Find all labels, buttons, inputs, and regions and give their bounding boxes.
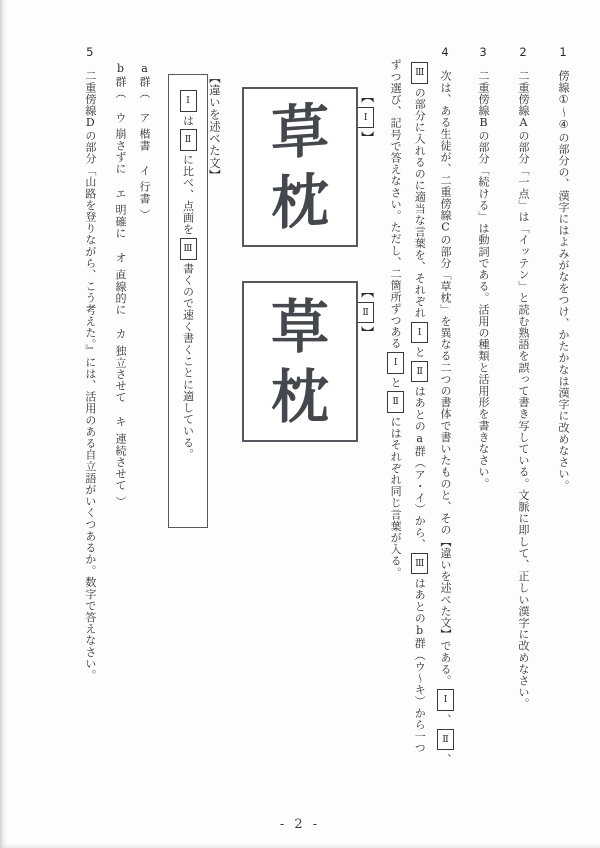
- question-text: 、: [439, 714, 452, 726]
- calligraphy-char-makura: 枕: [271, 165, 329, 239]
- label-bracket-close: 】: [358, 326, 374, 340]
- question-text: 二重傍線: [477, 69, 490, 117]
- roman-numeral-box-2: Ⅱ: [180, 129, 197, 151]
- option-key: オ: [114, 252, 128, 264]
- label-bracket-open: 【: [358, 285, 374, 299]
- question-number: 1: [556, 45, 570, 60]
- group-b-suffix: 群: [114, 75, 128, 88]
- option-key: キ: [114, 415, 128, 428]
- group-b-letter: b: [413, 623, 427, 638]
- question-text: はあとの: [413, 385, 427, 432]
- option-key: ア: [138, 111, 152, 124]
- statement-text: [179, 75, 196, 527]
- group-b-letter: b: [114, 62, 128, 76]
- circled-number-1: ①: [557, 92, 570, 107]
- question-4-column-2: [411, 45, 428, 765]
- roman-numeral-box-2: Ⅱ: [357, 302, 374, 324]
- question-text: 、: [439, 753, 452, 765]
- option-text: 直線的に: [114, 268, 128, 316]
- roman-numeral-box-3: Ⅲ: [411, 62, 428, 84]
- label-bracket-open: 【: [358, 90, 374, 104]
- question-text: 二重傍線: [83, 69, 97, 117]
- scan-edge-left: [0, 0, 7, 848]
- roman-numeral-box-1: Ⅰ: [411, 322, 428, 344]
- question-number: 3: [476, 45, 490, 60]
- question-4-column-1: [435, 45, 454, 765]
- option-text: 行書: [138, 181, 152, 205]
- question-text: 群（ア・イ）から、: [413, 445, 427, 550]
- question-text: の部分「草枕」を異なる二つの書体で書いたものと、その【違いを述べた文】である。: [439, 234, 452, 687]
- option-key: エ: [114, 187, 128, 200]
- figure-label-2: [355, 285, 375, 340]
- roman-numeral-box-1: Ⅰ: [357, 107, 374, 129]
- scan-edge-bottom: [0, 843, 600, 848]
- group-a-suffix: 群: [138, 75, 152, 88]
- calligraphy-char-makura: 枕: [270, 362, 329, 431]
- calligraphy-char-kusa: 草: [271, 95, 329, 169]
- marker-letter-B: B: [477, 116, 490, 130]
- question-number: 2: [516, 45, 530, 60]
- question-text: の部分「山路を登りながら、こう考えた。』には、活用のある自立語がいくつあるか。数字で答えなさい。: [83, 129, 97, 681]
- option-key: イ: [138, 164, 152, 177]
- marker-letter-C: C: [439, 220, 452, 235]
- option-text: 独立させて: [114, 344, 128, 403]
- roman-numeral-box-2: Ⅱ: [437, 729, 454, 751]
- question-text: 傍線: [557, 69, 570, 93]
- roman-numeral-box-3: Ⅲ: [180, 238, 197, 260]
- calligraphy-char-kusa: 草: [270, 292, 329, 361]
- statement-text-segment: は: [181, 114, 195, 127]
- question-1: [553, 45, 572, 491]
- paren-open: （: [138, 87, 152, 99]
- roman-numeral-box-3: Ⅲ: [411, 553, 428, 575]
- question-number: 4: [438, 45, 452, 60]
- question-text: はあとの: [413, 577, 427, 624]
- roman-numeral-box-1: Ⅰ: [437, 689, 454, 711]
- option-key: ウ: [114, 111, 128, 124]
- option-text: 連続させて: [114, 432, 128, 491]
- question-text: 群（ウ～キ）から一つ: [413, 637, 427, 754]
- option-text: 楷書: [138, 128, 152, 152]
- paren-close: ）: [138, 209, 152, 222]
- question-number: 5: [82, 45, 97, 60]
- option-text: 崩さずに: [114, 128, 128, 175]
- paren-close: ）: [114, 495, 128, 508]
- group-a-letter: a: [138, 62, 152, 76]
- paren-open: （: [114, 87, 128, 99]
- option-key: カ: [114, 328, 128, 340]
- calligraphy-box-1-gyosho: [242, 87, 358, 247]
- difference-statement-box: [168, 74, 208, 528]
- question-text: の部分に入れるのに適当な言葉を、それぞれ: [413, 86, 427, 319]
- statement-text-segment: に比べ、点画を: [181, 153, 195, 236]
- group-a-letter: a: [413, 431, 427, 446]
- question-4-column-3: [387, 45, 404, 765]
- marker-letter-A: A: [517, 116, 530, 130]
- roman-numeral-box-2: Ⅱ: [387, 391, 404, 413]
- question-5: [80, 45, 99, 681]
- difference-statement-header: 【違いを述べた文】: [207, 72, 222, 181]
- question-2: [513, 45, 532, 710]
- question-text: 二重傍線: [517, 69, 530, 117]
- group-a: [136, 62, 153, 221]
- question-text: の部分の、漢字にはよみがなをつけ、かたかなは漢字に改めなさい。: [557, 131, 570, 492]
- question-4: [380, 45, 454, 765]
- question-3: [473, 45, 492, 489]
- group-b: [112, 62, 129, 507]
- calligraphy-box-2-kaisho: [242, 281, 358, 442]
- roman-numeral-box-1: Ⅰ: [387, 352, 404, 374]
- question-text: にはそれぞれ同じ言葉が入る。: [389, 415, 403, 579]
- question-text: ずつ選び、記号で答えなさい。ただし、二箇所ずつある: [389, 59, 403, 349]
- question-text: と: [389, 376, 403, 389]
- question-text: の部分「一点」は「イッテン」と読む熟語を誤って書き写している。文脈に即して、正しい漢字に改めなさい。: [517, 129, 530, 710]
- question-text: と: [413, 346, 427, 358]
- marker-letter-D: D: [83, 116, 97, 130]
- page-number: - 2 -: [279, 817, 321, 832]
- range-tilde: ～: [557, 106, 570, 119]
- question-text: 次は、ある生徒が、二重傍線: [439, 69, 452, 221]
- statement-text-segment: 書くので速く書くことに適している。: [181, 262, 195, 460]
- option-text: 明確に: [114, 204, 128, 240]
- roman-numeral-box-1: Ⅰ: [180, 90, 197, 112]
- figure-label-1: [355, 90, 375, 145]
- circled-number-4: ④: [557, 118, 570, 132]
- label-bracket-close: 】: [358, 131, 374, 145]
- roman-numeral-box-2: Ⅱ: [411, 361, 428, 383]
- question-text: の部分「続ける」は動詞である。活用の種類と活用形を書きなさい。: [477, 129, 490, 490]
